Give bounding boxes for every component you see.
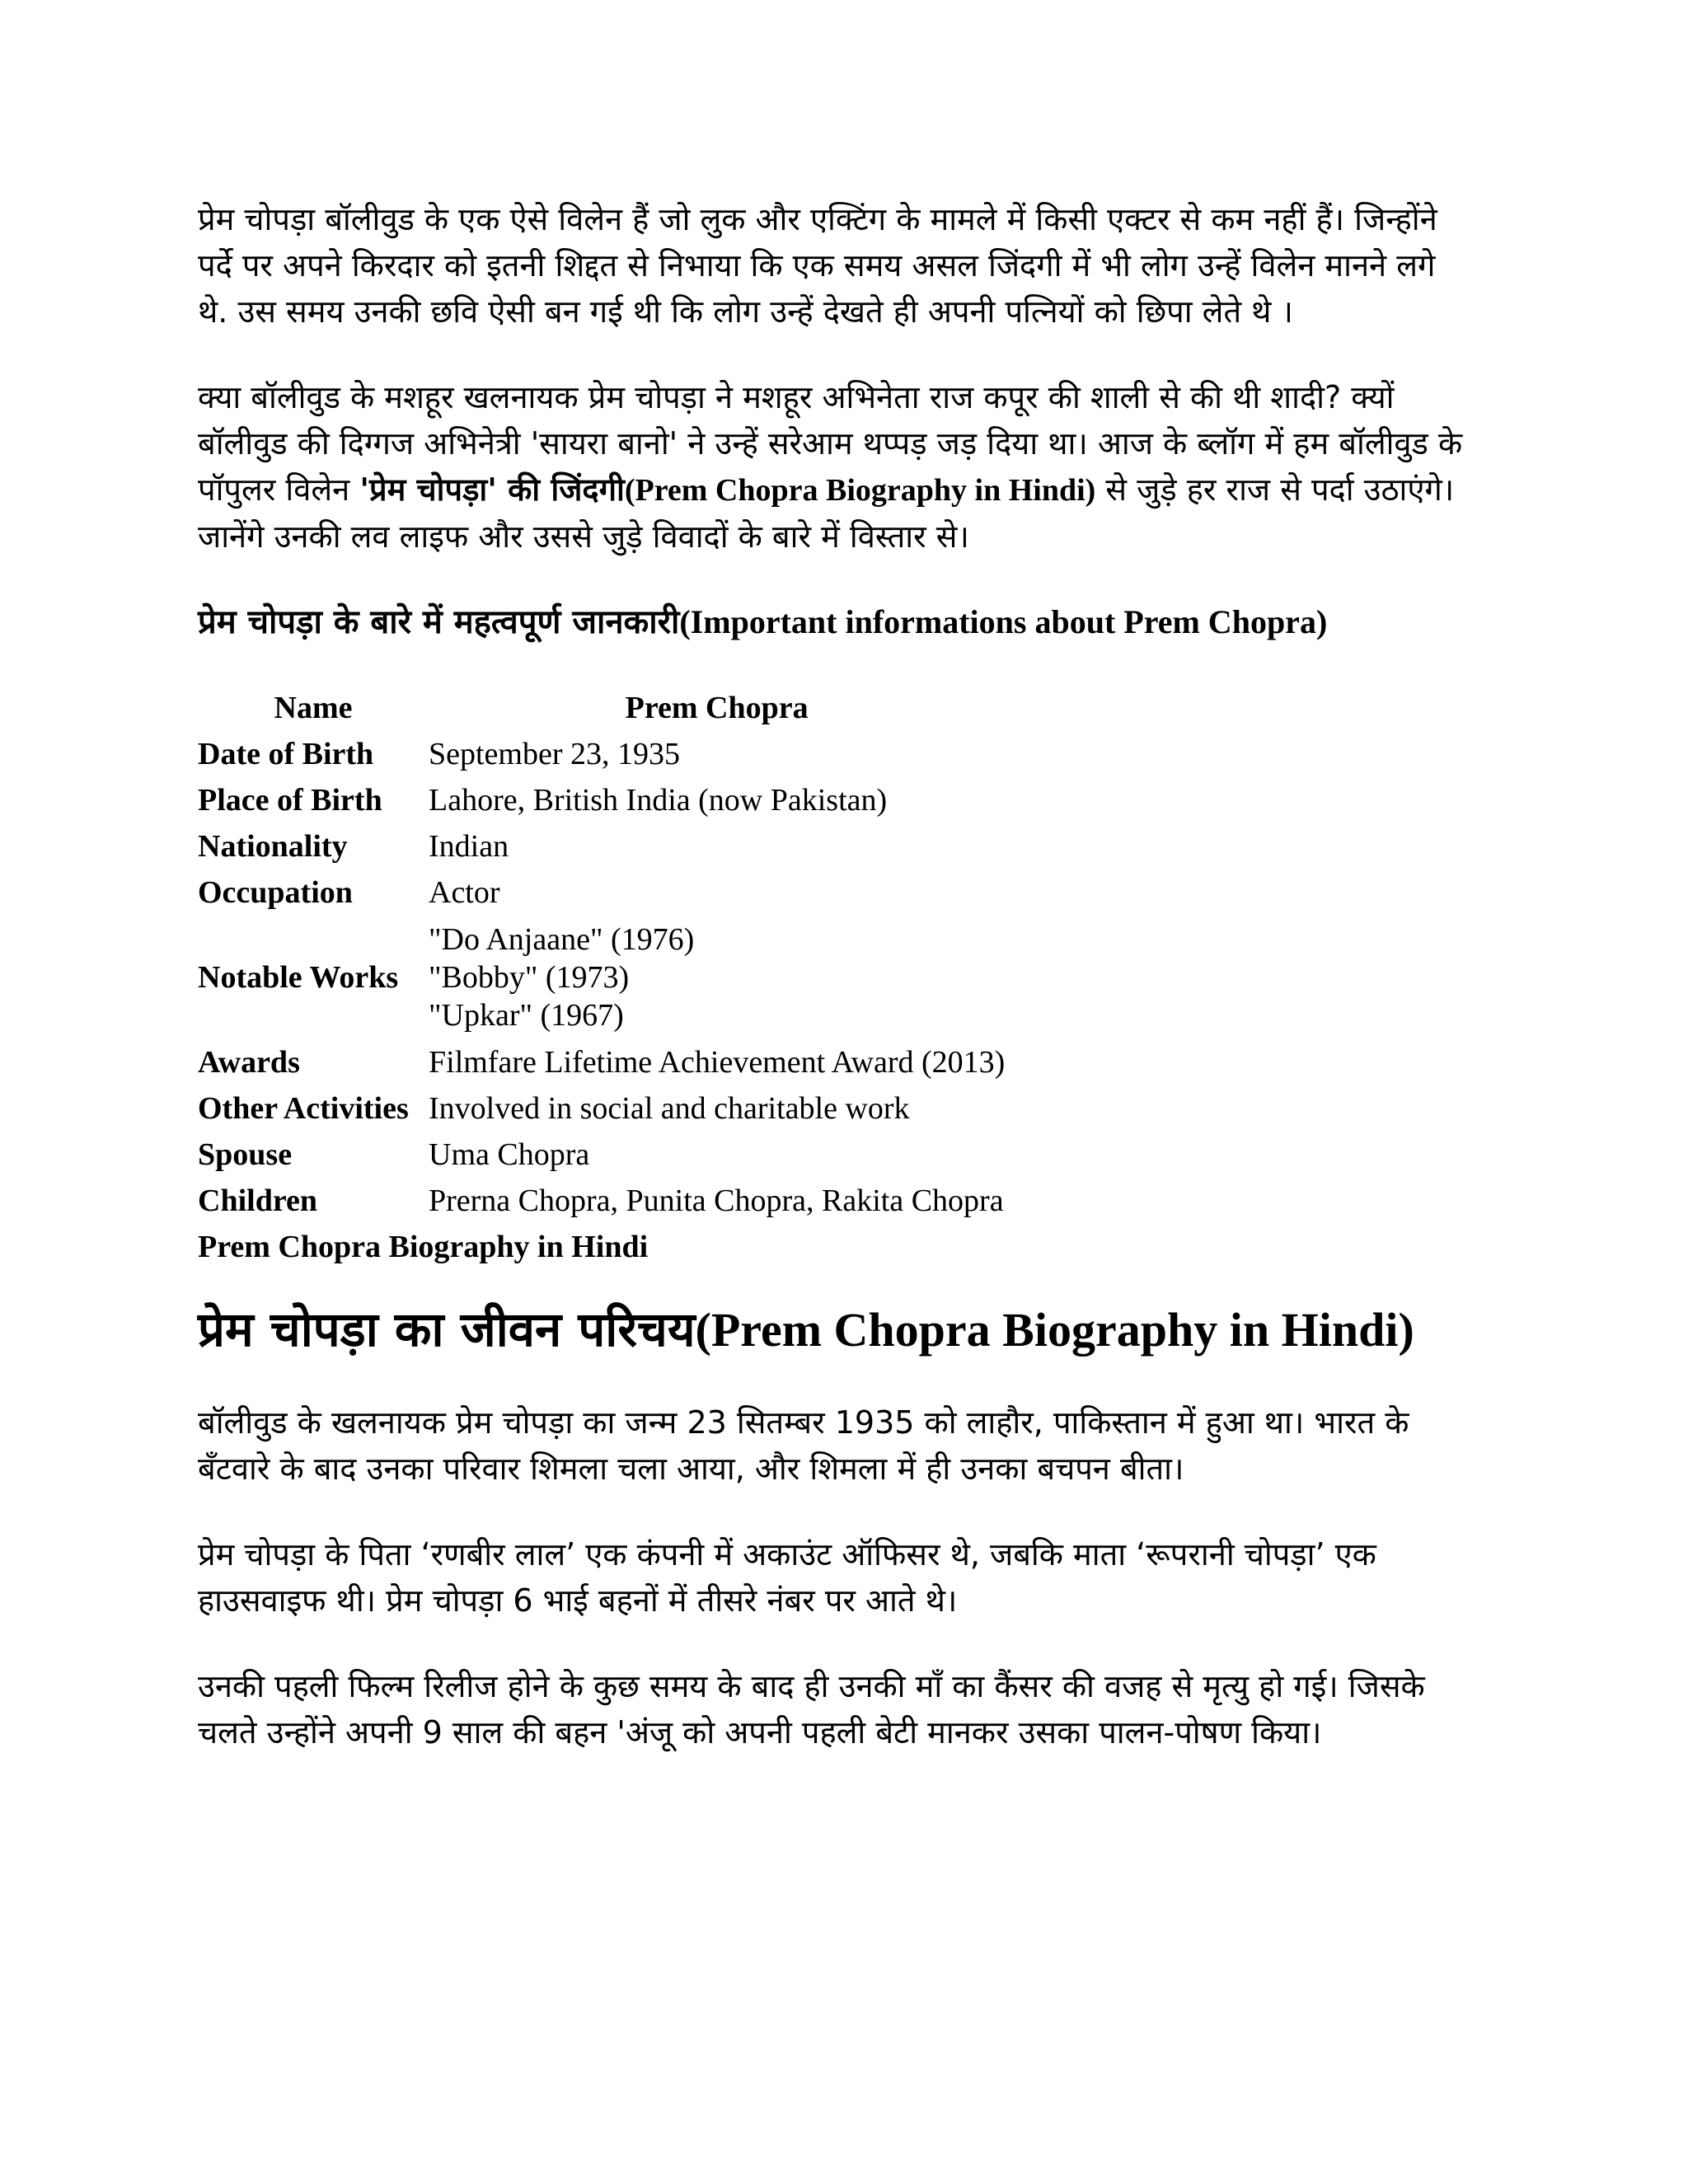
- row-key: Date of Birth: [198, 737, 374, 771]
- info-heading-english: (Important informations about Prem Chopra): [679, 603, 1328, 640]
- notable-work: "Bobby" (1973): [429, 960, 630, 995]
- table-header-key: Name: [274, 691, 353, 725]
- biography-heading: [198, 1300, 1467, 1360]
- row-value: Lahore, British India (now Pakistan): [429, 783, 888, 818]
- row-value: Actor: [429, 875, 500, 910]
- table-row: [198, 777, 1005, 823]
- table-header-row: [198, 685, 1005, 731]
- row-value: September 23, 1935: [429, 737, 681, 771]
- info-heading: [198, 599, 1467, 645]
- table-row: [198, 731, 1005, 777]
- intro-paragraph-1: प्रेम चोपड़ा बॉलीवुड के एक ऐसे विलेन हैं जो लुक और एक्टिंग के मामले में किसी एक्टर से कम नहीं हैं। जिन्होंने पर्दे पर अपने किरदार को इतनी शिद्दत से निभाया कि एक समय असल जिंदगी में भी लोग उन्हें विलेन मानने लगे थे. उस समय उनकी छवि ऐसी बन गई थी कि लोग उन्हें देखते ही अपनी पत्नियों को छिपा लेते थे ।: [198, 201, 1437, 330]
- row-key: Nationality: [198, 829, 348, 864]
- bio-paragraph-3: उनकी पहली फिल्म रिलीज होने के कुछ समय के बाद ही उनकी माँ का कैंसर की वजह से मृत्यु हो गई। जिसके चलते उन्होंने अपनी 9 साल की बहन 'अंजू को अपनी पहली बेटी मानकर उसका पालन-पोषण किया।: [198, 1668, 1425, 1750]
- table-row: [198, 823, 1005, 869]
- row-value: Filmfare Lifetime Achievement Award (2013): [429, 1045, 1006, 1080]
- table-row: [198, 1178, 1005, 1224]
- info-table: [198, 685, 1005, 1224]
- intro-paragraph-2-text-a: क्या बॉलीवुड के मशहूर खलनायक प्रेम चोपड़ा ने मशहूर अभिनेता राज कपूर की शाली से की थी शादी? क्यों बॉलीवुड की दिग्गज अभिनेत्री 'सायरा बानो' ने उन्हें सरेआम थप्पड़ जड़ दिया था। आज के ब्लॉग में हम बॉलीवुड के पॉपुलर विलेन: [198, 379, 1463, 508]
- row-key: Awards: [198, 1045, 300, 1080]
- row-key: Children: [198, 1183, 318, 1218]
- table-row: [198, 869, 1005, 916]
- row-key: Occupation: [198, 875, 353, 910]
- row-value: Indian: [429, 829, 509, 864]
- table-header-value: Prem Chopra: [625, 691, 809, 725]
- notable-work: "Do Anjaane" (1976): [429, 922, 695, 957]
- row-key: Place of Birth: [198, 783, 382, 818]
- row-value: Uma Chopra: [429, 1137, 590, 1172]
- table-row: [198, 1132, 1005, 1178]
- biography-heading-hindi: प्रेम चोपड़ा का जीवन परिचय: [198, 1301, 696, 1357]
- bio-paragraph-1: बॉलीवुड के खलनायक प्रेम चोपड़ा का जन्म 23 सितम्बर 1935 को लाहौर, पाकिस्तान में हुआ था। भारत के बँटवारे के बाद उनका परिवार शिमला चला आया, और शिमला में ही उनका बचपन बीता।: [198, 1404, 1409, 1487]
- intro-paragraph-2-bold-english: (Prem Chopra Biography in Hindi): [624, 473, 1096, 508]
- bio-paragraph-2: प्रेम चोपड़ा के पिता ‘रणबीर लाल’ एक कंपनी में अकाउंट ऑफिसर थे, जबकि माता ‘रूपरानी चोपड़ा’ एक हाउसवाइफ थी। प्रेम चोपड़ा 6 भाई बहनों में तीसरे नंबर पर आते थे।: [198, 1536, 1376, 1619]
- intro-paragraph-2-bold-hindi: 'प्रेम चोपड़ा' की जिंदगी: [359, 471, 625, 508]
- table-row: [198, 916, 1005, 1039]
- document-page: [198, 196, 1467, 1795]
- row-value: [429, 916, 1005, 1039]
- intro-paragraph-2: [198, 374, 1467, 560]
- table-caption: Prem Chopra Biography in Hindi: [198, 1230, 649, 1264]
- table-row: [198, 1085, 1005, 1132]
- biography-heading-english: (Prem Chopra Biography in Hindi): [695, 1303, 1414, 1357]
- row-key: Notable Works: [198, 960, 399, 995]
- info-heading-hindi: प्रेम चोपड़ा के बारे में महत्वपूर्ण जानकारी: [198, 603, 680, 641]
- row-value: Prerna Chopra, Punita Chopra, Rakita Chopra: [429, 1183, 1004, 1218]
- intro-paragraph-2-text-b: से जुड़े हर राज से पर्दा उठाएंगे। जानेंगे उनकी लव लाइफ और उससे जुड़े विवादों के बारे में विस्तार से।: [198, 471, 1455, 555]
- table-row: [198, 1039, 1005, 1085]
- row-value: Involved in social and charitable work: [429, 1091, 910, 1126]
- row-key: Spouse: [198, 1137, 293, 1172]
- notable-work: "Upkar" (1967): [429, 998, 624, 1033]
- row-key: Other Activities: [198, 1091, 409, 1126]
